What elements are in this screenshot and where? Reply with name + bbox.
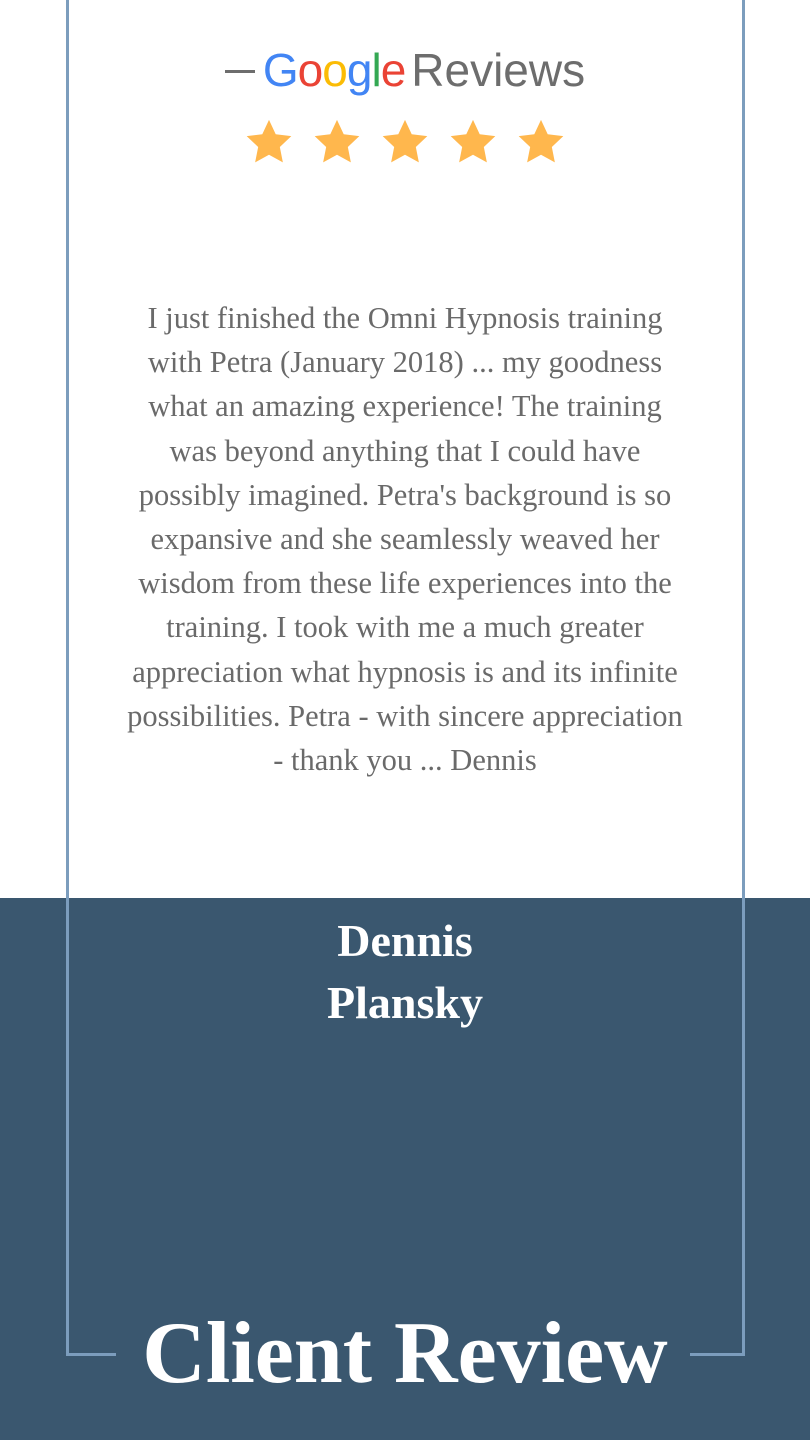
google-reviews-logo <box>0 40 810 100</box>
author-name: Dennis Plansky <box>327 915 483 1028</box>
google-letter: o <box>297 44 323 96</box>
star-icon <box>311 116 363 168</box>
google-letter: G <box>262 44 298 96</box>
google-letter: g <box>346 44 372 96</box>
google-letter: e <box>380 44 406 96</box>
star-icon <box>379 116 431 168</box>
star-icon <box>243 116 295 168</box>
logo-dash <box>225 70 255 73</box>
google-wordmark <box>263 44 405 96</box>
client-review-heading: Client Review <box>142 1305 668 1402</box>
star-icon <box>515 116 567 168</box>
star-rating <box>0 116 810 168</box>
frame-right-line <box>742 0 745 1356</box>
frame-left-line <box>66 0 69 1356</box>
review-text: I just finished the Omni Hypnosis training with Petra (January 2018) ... my goodness what an amazing experience! The training was beyond anything that I could have possibly imagined. Petra's background is so expansive and she seamlessly weaved her wisdom from these life experiences into the training. I took with me a much greater appreciation what hypnosis is and its infinite possibilities. Petra - with sincere appreciation - thank you ... Dennis <box>127 301 683 778</box>
reviews-label: Reviews <box>411 44 586 96</box>
google-letter: o <box>322 44 347 96</box>
star-icon <box>447 116 499 168</box>
google-letter: l <box>371 44 381 96</box>
